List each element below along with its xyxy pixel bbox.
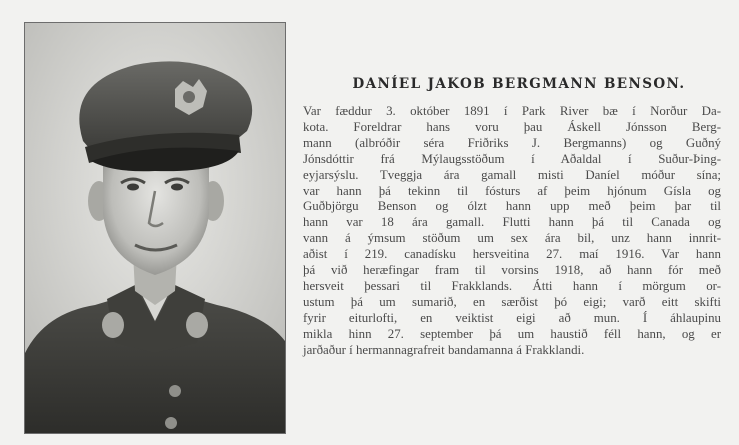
biography-text (303, 104, 721, 359)
text-line: ustum þá um sumarið, en særðist þó eigi; varð eitt skifti (303, 294, 721, 309)
soldier-portrait-icon (25, 23, 285, 433)
text-line: hersveit þessari til Frakklands. Átti hann í mörgum or- (303, 278, 721, 293)
text-line: aðist í 219. canadísku hersveitina 27. maí 1916. Var hann (303, 247, 721, 262)
portrait-photo (24, 22, 286, 434)
text-line: Var fæddur 3. október 1891 í Park River bæ í Norður Da- (303, 104, 721, 118)
text-line: hann var 18 ára gamall. Flutti hann þá til Canada og (303, 215, 721, 230)
text-line: mann (albróðir séra Friðriks J. Bergmanns) og Guðný (303, 135, 721, 150)
text-line: þá við heræfingar fram til vorsins 1918, að hann fór með (303, 263, 721, 278)
text-line: jarðaður í hermannagrafreit bandamanna á Frakklandi. (303, 342, 585, 357)
biography-section (303, 76, 721, 359)
text-line: fyrir eiturlofti, en veiktist eigi að mun. Í áhlaupinu (303, 310, 721, 325)
text-line: kota. Foreldrar hans voru þau Áskell Jónsson Berg- (303, 119, 721, 134)
text-line: Guðbjörgu Benson og ólzt hann upp með þeim þar til (303, 199, 721, 214)
text-line: vann á ýmsum stöðum um sex ára bil, unz hann innrit- (303, 231, 721, 246)
text-line: Jónsdóttir frá Mýlaugsstöðum í Aðaldal í Suður-Þing- (303, 151, 721, 166)
text-line: mikla hinn 27. september þá um haustið féll hann, og er (303, 326, 721, 341)
text-line: var hann þá tekinn til fósturs af þeim hjónum Gísla og (303, 183, 721, 198)
text-line: eyjarsýslu. Tveggja ára gamall misti Daníel móður sína; (303, 167, 721, 182)
page-title: DANÍEL JAKOB BERGMANN BENSON. (352, 76, 686, 92)
